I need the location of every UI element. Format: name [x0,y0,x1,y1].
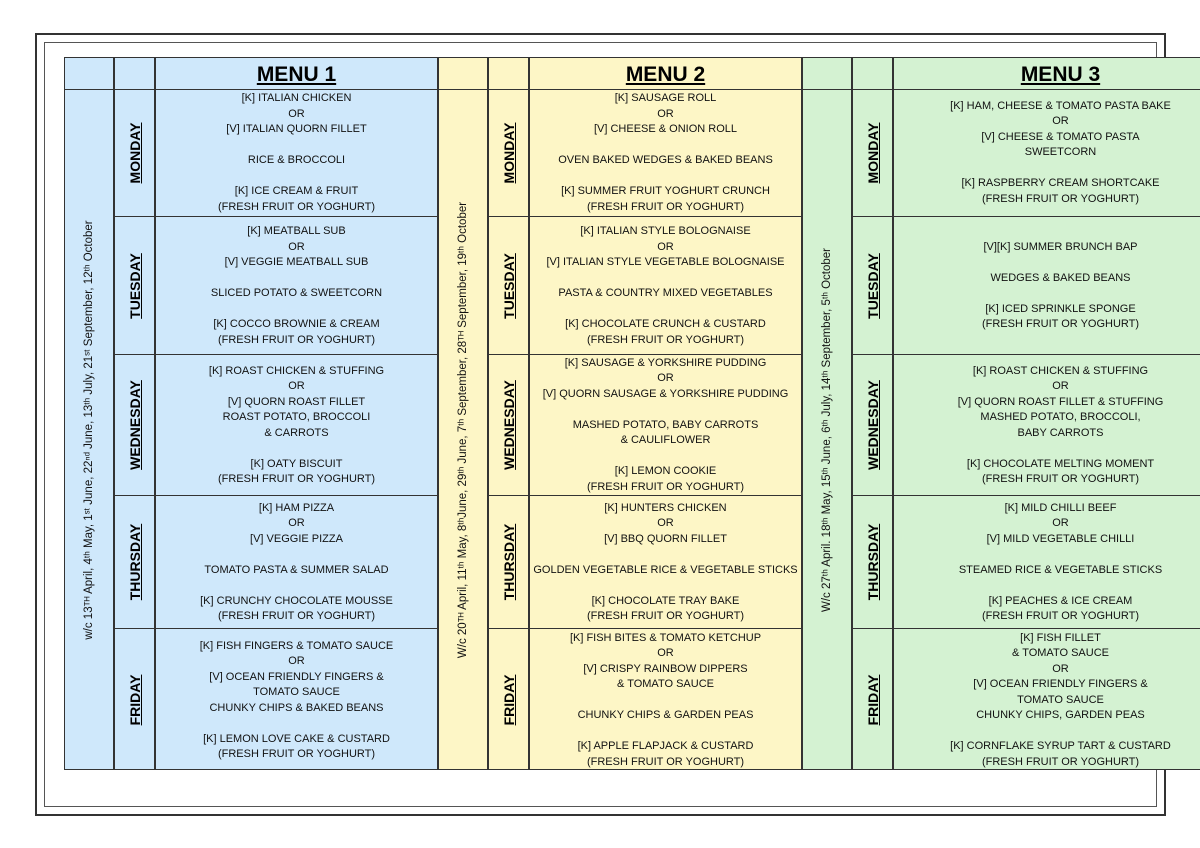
day-header-cell [489,58,528,90]
meal-cell-friday [530,628,801,771]
day-cell-friday [115,628,154,771]
meal-cell-friday [894,628,1200,771]
meal-line: [V] OCEAN FRIENDLY FINGERS & [209,670,384,683]
meal-line: (FRESH FRUIT OR YOGHURT) [217,200,376,213]
meal-line: OR [1052,662,1069,675]
day-label: MONDAY [864,122,881,184]
meal-line: [V] MILD VEGETABLE CHILLI [986,532,1135,545]
meal-line: [V] QUORN ROAST FILLET & STUFFING [957,395,1164,408]
meal-cell-monday [530,90,801,216]
meal-line: TOMATO SAUCE [1017,693,1104,706]
day-names-column [852,57,893,770]
meal-line: OR [657,517,674,529]
day-cell-wednesday [115,354,154,495]
meal-line: [K] CHOCOLATE MELTING MOMENT [966,457,1155,470]
day-label: WEDNESDAY [864,380,881,470]
week-dates-column [802,57,852,770]
meal-cell-thursday [156,495,437,628]
blank-line [156,716,437,732]
meal-line: RICE & BROCCOLI [247,154,346,166]
meal-line: PASTA & COUNTRY MIXED VEGETABLES [558,287,773,299]
meal-line: & TOMATO SAUCE [617,678,714,691]
meal-line: [K] MILD CHILLI BEEF [1004,501,1117,514]
day-names-column [488,57,529,770]
meal-line: CHUNKY CHIPS & GARDEN PEAS [577,709,754,722]
meal-line: [K] CHOCOLATE TRAY BAKE [591,594,740,607]
menu-title: MENU 3 [894,58,1200,90]
day-header-cell [115,58,154,90]
day-cell-tuesday [489,216,528,354]
meal-cell-friday [156,628,437,771]
day-cell-wednesday [853,354,892,495]
menu-items-column [155,57,438,770]
day-label: TUESDAY [864,252,881,319]
meal-line: (FRESH FRUIT OR YOGHURT) [217,473,376,485]
meal-line: OR [288,380,305,392]
meal-line: [V] QUORN ROAST FILLET [227,395,366,408]
meal-line: [K] OATY BISCUIT [250,457,343,470]
week-header-cell [803,58,851,90]
day-cell-thursday [115,495,154,628]
blank-line [156,271,437,287]
day-cell-monday [853,90,892,216]
menu-3 [802,57,1200,770]
meal-line: [V] CHEESE & ONION ROLL [593,123,738,135]
meal-line: (FRESH FRUIT OR YOGHURT) [981,610,1140,622]
meal-line: OR [657,372,674,385]
blank-line [156,302,437,318]
meal-line: SLICED POTATO & SWEETCORN [210,287,383,299]
meal-line: [V] OCEAN FRIENDLY FINGERS & [973,678,1148,691]
blank-line [530,302,801,318]
meal-line: [K] ICE CREAM & FRUIT [234,185,359,197]
meal-line: BABY CARROTS [1017,426,1104,439]
week-dates-label: W/c 27ᵗʰ April. 18ᵗʰ May, 15ᵗʰ June, 6ᵗʰ July, 14ᵗʰ September, 5ᵗʰ October [821,247,833,612]
meal-line: (FRESH FRUIT OR YOGHURT) [586,755,745,768]
meal-line: [V] VEGGIE PIZZA [250,532,343,545]
meal-cell-thursday [894,495,1200,628]
meal-line: OR [657,647,674,660]
meal-line: [K] RASPBERRY CREAM SHORTCAKE [961,177,1160,190]
day-label: WEDNESDAY [500,380,517,470]
meal-line: [K] LEMON LOVE CAKE & CUSTARD [203,732,390,745]
meal-line: [K] HAM, CHEESE & TOMATO PASTA BAKE [950,99,1171,112]
day-label: THURSDAY [864,523,881,601]
meal-line: [K] LEMON COOKIE [614,465,717,478]
week-header-cell [65,58,113,90]
week-dates-label: w/c 13ᵀᴴ April, 4ᵗʰ May, 1ˢᵗ June, 22ⁿᵈ June, 13ᵗʰ July, 21ˢᵗ September, 12ᵗʰ October [83,219,95,640]
day-cell-tuesday [853,216,892,354]
meal-line: (FRESH FRUIT OR YOGHURT) [217,748,376,760]
blank-line [894,441,1200,457]
meal-line: [K] PEACHES & ICE CREAM [988,594,1133,607]
meal-line: SWEETCORN [1024,146,1097,159]
meal-line: OR [657,107,674,120]
day-cell-friday [853,628,892,771]
meal-line: [K] SUMMER FRUIT YOGHURT CRUNCH [561,185,770,197]
day-label: MONDAY [500,122,517,184]
meal-line: (FRESH FRUIT OR YOGHURT) [981,192,1140,205]
week-dates-column [438,57,488,770]
day-cell-monday [115,90,154,216]
blank-line [894,286,1200,302]
meal-line: CHUNKY CHIPS & BAKED BEANS [209,701,384,714]
meal-line: & TOMATO SAUCE [1012,647,1109,660]
day-label: TUESDAY [126,252,143,319]
meal-line: OR [288,107,305,120]
meal-cell-tuesday [156,216,437,354]
menu-1 [64,57,438,770]
blank-line [894,724,1200,740]
meal-cell-thursday [530,495,801,628]
blank-line [156,578,437,594]
meal-line: ROAST POTATO, BROCCOLI [222,411,371,423]
meal-line: TOMATO SAUCE [253,686,340,698]
menu-items-column [529,57,802,770]
meal-line: (FRESH FRUIT OR YOGHURT) [981,318,1140,330]
meal-cell-wednesday [894,354,1200,495]
week-header-cell [439,58,487,90]
meal-line: OVEN BAKED WEDGES & BAKED BEANS [558,154,773,166]
blank-line [894,578,1200,594]
meal-line: [K] ROAST CHICKEN & STUFFING [972,364,1149,377]
day-label: FRIDAY [126,674,143,726]
meal-line: [K] COCCO BROWNIE & CREAM [213,318,380,330]
blank-line [156,441,437,457]
meal-line: OR [288,240,305,253]
meal-line: [K] HAM PIZZA [258,501,335,514]
meal-line: WEDGES & BAKED BEANS [990,271,1131,284]
blank-line [894,547,1200,563]
blank-line [530,547,801,563]
blank-line [530,271,801,287]
meal-line: TOMATO PASTA & SUMMER SALAD [204,563,389,576]
meal-line: STEAMED RICE & VEGETABLE STICKS [958,563,1163,576]
meal-line: [K] ITALIAN STYLE BOLOGNAISE [580,225,751,237]
day-names-column [114,57,155,770]
meal-cell-tuesday [530,216,801,354]
day-cell-thursday [489,495,528,628]
meal-line: OR [288,655,305,667]
meal-line: [K] SAUSAGE ROLL [614,92,717,104]
meal-line: [K] FISH FILLET [1020,631,1101,644]
meal-line: OR [657,240,674,253]
day-label: FRIDAY [864,674,881,726]
week-dates-label: W/c 20ᵀᴴ April, 11ᵗʰ May, 8ᵗʰJune, 29ᵗʰ June, 7ᵗʰ September, 28ᵀᴴ September, 19ᵗʰ October [457,201,469,658]
meal-line: & CARROTS [264,426,329,439]
meal-line: OR [1052,380,1069,392]
blank-line [530,449,801,465]
meal-line: & CAULIFLOWER [620,434,711,447]
meal-cell-monday [894,90,1200,216]
day-cell-thursday [853,495,892,628]
blank-line [156,547,437,563]
menu-2 [438,57,802,770]
menu-items-column [893,57,1200,770]
meal-line: [V] QUORN SAUSAGE & YORKSHIRE PUDDING [542,387,789,400]
meal-line: [V] BBQ QUORN FILLET [604,532,727,545]
meal-line: [V] ITALIAN QUORN FILLET [226,123,367,135]
meal-line: [V] CHEESE & TOMATO PASTA [981,130,1140,143]
meal-line: (FRESH FRUIT OR YOGHURT) [586,200,745,213]
meal-line: [K] ITALIAN CHICKEN [241,92,352,104]
meal-cell-tuesday [894,216,1200,354]
meal-line: [K] FISH FINGERS & TOMATO SAUCE [199,639,394,652]
meal-line: (FRESH FRUIT OR YOGHURT) [586,480,745,493]
meal-cell-wednesday [530,354,801,495]
week-dates-column [64,57,114,770]
meal-cell-wednesday [156,354,437,495]
day-cell-friday [489,628,528,771]
day-cell-monday [489,90,528,216]
blank-line [530,693,801,709]
meal-line: (FRESH FRUIT OR YOGHURT) [981,755,1140,768]
day-label: TUESDAY [500,252,517,319]
meal-line: [K] CRUNCHY CHOCOLATE MOUSSE [200,594,393,607]
day-header-cell [853,58,892,90]
day-label: WEDNESDAY [126,380,143,470]
blank-line [530,138,801,154]
meal-line: MASHED POTATO, BABY CARROTS [572,418,759,431]
day-cell-tuesday [115,216,154,354]
day-label: THURSDAY [126,523,143,601]
menu-title: MENU 2 [530,58,801,90]
meal-line: OR [1052,517,1069,529]
meal-line: CHUNKY CHIPS, GARDEN PEAS [976,709,1145,722]
meal-line: [K] APPLE FLAPJACK & CUSTARD [577,740,754,753]
blank-line [156,138,437,154]
meal-line: [K] ROAST CHICKEN & STUFFING [208,364,385,377]
blank-line [894,255,1200,271]
meal-line: [V] ITALIAN STYLE VEGETABLE BOLOGNAISE [546,256,785,268]
meal-line: GOLDEN VEGETABLE RICE & VEGETABLE STICKS [533,563,798,576]
blank-line [156,169,437,185]
meal-line: (FRESH FRUIT OR YOGHURT) [586,610,745,622]
meal-line: [K] HUNTERS CHICKEN [604,501,727,514]
meal-line: [K] FISH BITES & TOMATO KETCHUP [569,631,762,644]
meal-line: OR [1052,115,1069,128]
meal-line: (FRESH FRUIT OR YOGHURT) [586,333,745,346]
meal-line: [K] CORNFLAKE SYRUP TART & CUSTARD [950,740,1171,753]
blank-line [530,402,801,418]
blank-line [530,169,801,185]
meal-line: OR [288,517,305,529]
meal-line: [K] CHOCOLATE CRUNCH & CUSTARD [565,318,766,330]
meal-line: (FRESH FRUIT OR YOGHURT) [217,333,376,346]
meal-line: [K] MEATBALL SUB [247,225,346,237]
meal-line: [V] VEGGIE MEATBALL SUB [224,256,369,268]
meal-line: [V] CRISPY RAINBOW DIPPERS [583,662,748,675]
meal-line: [V][K] SUMMER BRUNCH BAP [983,240,1138,253]
day-label: MONDAY [126,122,143,184]
meal-line: (FRESH FRUIT OR YOGHURT) [217,610,376,622]
menu-title: MENU 1 [156,58,437,90]
blank-line [530,724,801,740]
meal-cell-monday [156,90,437,216]
blank-line [894,161,1200,177]
day-label: FRIDAY [500,674,517,726]
meal-line: (FRESH FRUIT OR YOGHURT) [981,473,1140,485]
day-cell-wednesday [489,354,528,495]
day-label: THURSDAY [500,523,517,601]
meal-line: [K] ICED SPRINKLE SPONGE [985,302,1136,315]
blank-line [530,578,801,594]
meal-line: MASHED POTATO, BROCCOLI, [980,411,1141,423]
meal-line: [K] SAUSAGE & YORKSHIRE PUDDING [564,356,767,369]
